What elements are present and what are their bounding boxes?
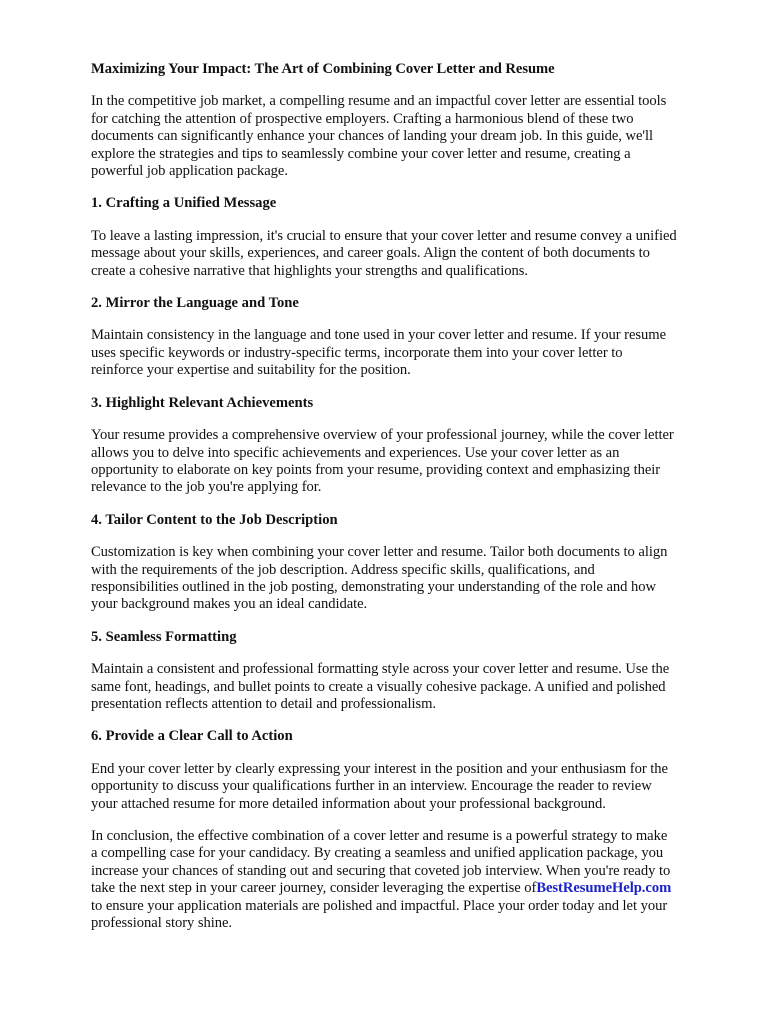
paragraph-line: uses specific keywords or industry-specific terms, incorporate them into your cover letter to (91, 344, 623, 361)
paragraph-line: allows you to delve into specific achievements and experiences. Use your cover letter as an (91, 444, 620, 461)
paragraph-line: Maintain a consistent and professional formatting style across your cover letter and resume. Use the (91, 661, 670, 678)
paragraph-line: increase your chances of standing out and securing that coveted job interview. When you're ready to (91, 862, 671, 879)
best-resume-help-link[interactable]: BestResumeHelp.com (536, 880, 672, 897)
paragraph-line: Maintain consistency in the language and tone used in your cover letter and resume. If your resume (91, 327, 667, 344)
intro-line: In the competitive job market, a compelling resume and an impactful cover letter are essential tools (91, 93, 667, 110)
section-heading-call-to-action: 6. Provide a Clear Call to Action (91, 728, 293, 745)
intro-line: explore the strategies and tips to seamlessly combine your cover letter and resume, creating a (91, 145, 631, 162)
section-paragraph-tailor-content (91, 544, 728, 614)
section-paragraph-unified-message (91, 228, 728, 280)
paragraph-line: opportunity to elaborate on key points from your resume, providing context and emphasizing their (91, 461, 661, 478)
section-heading-formatting: 5. Seamless Formatting (91, 628, 237, 645)
paragraph-line: create a cohesive narrative that highlights your strengths and qualifications. (91, 262, 529, 279)
section-paragraph-formatting (91, 661, 728, 713)
intro-line: documents can significantly enhance your chances of landing your dream job. In this guide, we'll (91, 128, 653, 145)
paragraph-line: your background makes you an ideal candidate. (91, 596, 368, 613)
paragraph-line: presentation reflects attention to detail and professionalism. (91, 695, 437, 712)
section-paragraph-call-to-action (91, 761, 728, 813)
section-paragraph-language-tone (91, 327, 728, 379)
link-prefix-text: take the next step in your career journey, consider leveraging the expertise of (91, 880, 537, 897)
intro-line: powerful job application package. (91, 163, 288, 180)
intro-line: for catching the attention of prospective employers. Crafting a harmonious blend of these two (91, 110, 634, 127)
section-heading-unified-message: 1. Crafting a Unified Message (91, 195, 277, 212)
paragraph-line: a compelling case for your candidacy. By creating a seamless and unified application package, you (91, 845, 664, 862)
paragraph-line: your attached resume for more detailed information about your professional background. (91, 795, 606, 812)
paragraph-line: professional story shine. (91, 915, 233, 932)
document-title: Maximizing Your Impact: The Art of Combining Cover Letter and Resume (91, 61, 555, 77)
section-paragraph-achievements (91, 427, 728, 497)
paragraph-line: message about your skills, experiences, and career goals. Align the content of both documents to (91, 245, 650, 262)
section-heading-tailor-content: 4. Tailor Content to the Job Description (91, 511, 338, 528)
paragraph-line: same font, headings, and bullet points to create a visually cohesive package. A unified and polished (91, 678, 666, 695)
paragraph-line: opportunity to discuss your qualifications further in an interview. Encourage the reader to review (91, 778, 652, 795)
paragraph-line: responsibilities outlined in the job posting, demonstrating your understanding of the role and how (91, 578, 656, 595)
paragraph-line (91, 880, 728, 897)
paragraph-line: reinforce your expertise and suitability for the position. (91, 362, 411, 379)
section-heading-language-tone: 2. Mirror the Language and Tone (91, 295, 299, 312)
intro-paragraph (91, 93, 728, 180)
paragraph-line: Customization is key when combining your cover letter and resume. Tailor both documents to align (91, 544, 668, 561)
paragraph-line: To leave a lasting impression, it's crucial to ensure that your cover letter and resume convey a unified (91, 227, 677, 244)
conclusion-paragraph (91, 828, 728, 932)
paragraph-line: In conclusion, the effective combination of a cover letter and resume is a powerful strategy to make (91, 828, 668, 844)
paragraph-line: Your resume provides a comprehensive overview of your professional journey, while the cover letter (91, 427, 674, 444)
paragraph-line: End your cover letter by clearly expressing your interest in the position and your enthusiasm for the (91, 760, 668, 777)
paragraph-line: with the requirements of the job description. Address specific skills, qualifications, and (91, 561, 595, 578)
section-heading-achievements: 3. Highlight Relevant Achievements (91, 394, 314, 411)
paragraph-line: to ensure your application materials are polished and impactful. Place your order today and let your (91, 897, 668, 914)
paragraph-line: relevance to the job you're applying for. (91, 479, 322, 496)
